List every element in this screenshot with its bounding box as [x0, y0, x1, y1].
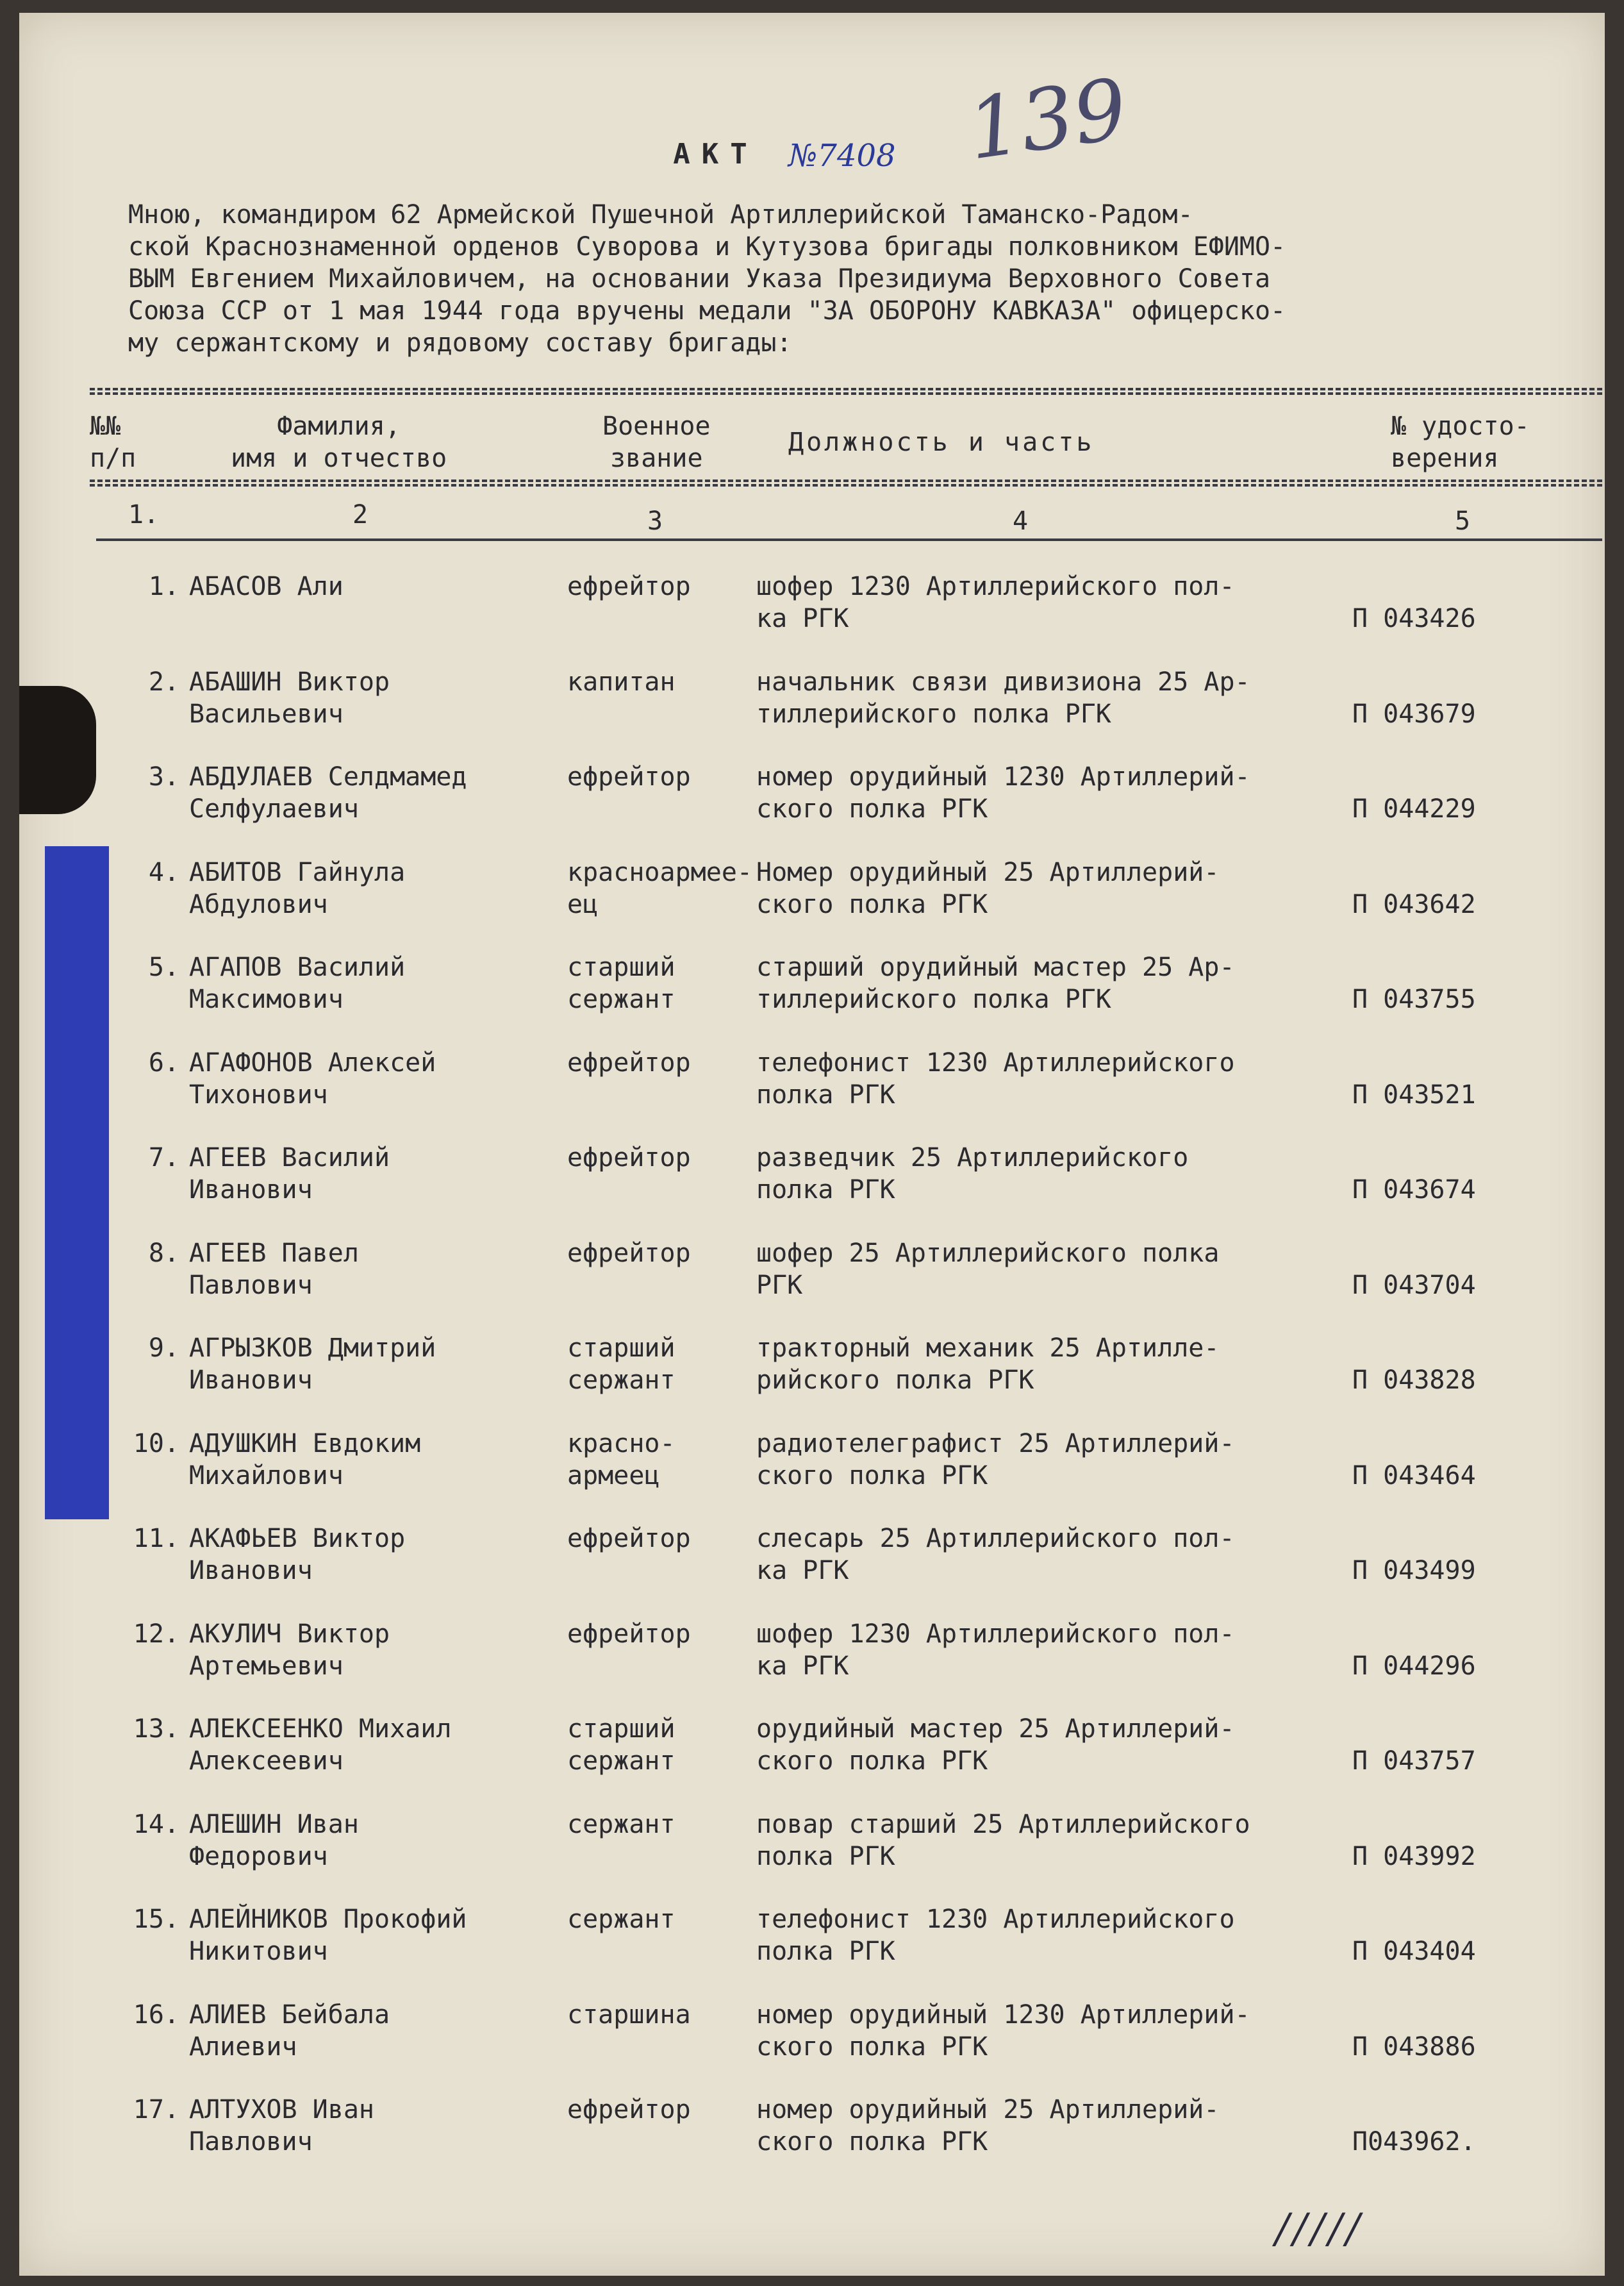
- row-number: 12.: [133, 1619, 179, 1649]
- row-certificate: П 043757: [1352, 1746, 1476, 1776]
- header-top-rule: [90, 388, 1602, 390]
- table-row: [19, 1808, 1605, 1898]
- row-certificate: П 043679: [1352, 699, 1476, 729]
- row-rank: старшина: [567, 1999, 691, 2030]
- row-name: АКАФЬЕВ Виктор Иванович: [189, 1524, 406, 1585]
- row-number: 8.: [148, 1238, 179, 1268]
- row-number: 6.: [148, 1047, 179, 1078]
- row-rank: сержант: [567, 1809, 675, 1839]
- table-row: [19, 1142, 1605, 1231]
- row-rank: ефрейтор: [567, 1047, 691, 1078]
- row-number: 13.: [133, 1714, 179, 1744]
- table-row: [19, 1047, 1605, 1137]
- row-certificate: П 043642: [1352, 889, 1476, 919]
- row-position: шофер 1230 Артиллерийского пол- ка РГК: [756, 572, 1235, 633]
- row-certificate: П 043404: [1352, 1937, 1476, 1966]
- row-certificate: П 043674: [1352, 1175, 1476, 1205]
- table-row: [19, 951, 1605, 1041]
- row-position: номер орудийный 1230 Артиллерий- ского полка РГК: [756, 1999, 1250, 2062]
- row-name: АЛЕШИН Иван Федорович: [189, 1809, 359, 1871]
- row-number: 1.: [148, 572, 179, 601]
- header-num: №№ п/п: [90, 412, 137, 473]
- row-position: телефонист 1230 Артиллерийского полка РГК: [756, 1905, 1235, 1966]
- row-name: АЛТУХОВ Иван Павлович: [189, 2095, 374, 2157]
- row-number: 3.: [148, 762, 179, 792]
- table-row: [19, 571, 1605, 660]
- row-number: 2.: [148, 667, 179, 697]
- row-certificate: П 043499: [1352, 1556, 1476, 1585]
- table-row: [19, 1713, 1605, 1803]
- table-row: [19, 666, 1605, 756]
- row-number: 9.: [148, 1333, 179, 1363]
- table-row: [19, 1332, 1605, 1422]
- row-position: начальник связи дивизиона 25 Ар- тиллерийского полка РГК: [756, 667, 1250, 729]
- row-number: 7.: [148, 1143, 179, 1172]
- colnum-4: 4: [1013, 506, 1029, 536]
- row-rank: капитан: [567, 667, 675, 697]
- row-position: слесарь 25 Артиллерийского пол- ка РГК: [756, 1524, 1235, 1585]
- row-position: радиотелеграфист 25 Артиллерий- ского полка РГК: [756, 1428, 1235, 1490]
- row-certificate: П 043521: [1352, 1080, 1476, 1110]
- intro-paragraph: Мною, командиром 62 Армейской Пушечной Артиллерийской Таманско-Радом- ской Краснознаменной орденов Суворова и Кутузова бригады полковником ЕФИМО- ВЫМ Евгением Михайловичем, на основании Указа Президиума Верховного Совета Союза ССР от 1 мая 1944 года вручены медали "ЗА ОБОРОНУ КАВКАЗА" офицерско- му сержантскому и рядовому составу бригады:: [128, 200, 1286, 358]
- row-certificate: П 043755: [1352, 985, 1476, 1014]
- row-position: орудийный мастер 25 Артиллерий- ского полка РГК: [756, 1714, 1235, 1776]
- row-certificate: П 043426: [1352, 604, 1476, 633]
- row-number: 5.: [148, 953, 179, 982]
- row-name: АЛЕКСЕЕНКО Михаил Алексеевич: [189, 1714, 452, 1776]
- row-rank: старший сержант: [567, 1333, 675, 1395]
- row-certificate: П 044296: [1352, 1651, 1476, 1681]
- row-number: 15.: [133, 1905, 179, 1934]
- header-top-rule-2: [90, 392, 1602, 395]
- row-position: разведчик 25 Артиллерийского полка РГК: [756, 1143, 1189, 1205]
- row-rank: ефрейтор: [567, 2095, 691, 2124]
- row-rank: красно- армеец: [567, 1428, 675, 1490]
- row-rank: ефрейтор: [567, 1238, 691, 1268]
- header-position: Должность и часть: [788, 428, 1095, 457]
- header-cert: № удосто- верения: [1391, 412, 1530, 473]
- row-rank: ефрейтор: [567, 1619, 691, 1649]
- colnum-3: 3: [647, 506, 663, 536]
- row-position: повар старший 25 Артиллерийского полка РГК: [756, 1809, 1250, 1871]
- row-rank: старший сержант: [567, 1714, 675, 1776]
- handwritten-page-number: 139: [961, 60, 1133, 179]
- row-position: Номер орудийный 25 Артиллерий- ского полка РГК: [756, 857, 1220, 919]
- row-number: 17.: [133, 2095, 179, 2124]
- table-row: [19, 1999, 1605, 2089]
- document-sheet: [19, 13, 1605, 2276]
- signature-marks: /////: [1275, 2205, 1364, 2253]
- row-rank: сержант: [567, 1905, 675, 1934]
- row-name: АБДУЛАЕВ Селдмамед Селфулаевич: [189, 762, 467, 824]
- table-row: [19, 761, 1605, 851]
- colnum-5: 5: [1455, 506, 1471, 536]
- row-position: телефонист 1230 Артиллерийского полка РГК: [756, 1047, 1235, 1110]
- header-name: Фамилия, имя и отчество: [231, 412, 447, 473]
- row-position: шофер 1230 Артиллерийского пол- ка РГК: [756, 1619, 1235, 1681]
- header-bottom-rule-2: [90, 484, 1602, 487]
- table-row: [19, 1618, 1605, 1708]
- row-number: 4.: [148, 857, 179, 887]
- row-name: АГРЫЗКОВ Дмитрий Иванович: [189, 1333, 436, 1395]
- row-certificate: П043962.: [1352, 2127, 1476, 2157]
- row-rank: ефрейтор: [567, 572, 691, 601]
- row-certificate: П 043886: [1352, 2032, 1476, 2062]
- colnum-2: 2: [352, 500, 369, 530]
- row-name: АКУЛИЧ Виктор Артемьевич: [189, 1619, 390, 1681]
- row-name: АЛИЕВ Бейбала Алиевич: [189, 1999, 390, 2062]
- header-solid-rule: [96, 538, 1602, 541]
- row-name: АГАФОНОВ Алексей Тихонович: [189, 1047, 436, 1110]
- row-number: 14.: [133, 1809, 179, 1839]
- act-number: №7408: [788, 138, 896, 174]
- row-rank: старший сержант: [567, 953, 675, 1014]
- row-position: шофер 25 Артиллерийского полка РГК: [756, 1238, 1220, 1300]
- row-certificate: П 044229: [1352, 794, 1476, 824]
- row-name: АЛЕЙНИКОВ Прокофий Никитович: [189, 1905, 467, 1966]
- row-name: АГЕЕВ Павел Павлович: [189, 1238, 359, 1300]
- row-position: старший орудийный мастер 25 Ар- тиллерийского полка РГК: [756, 953, 1235, 1014]
- row-number: 10.: [133, 1428, 179, 1458]
- row-name: АБАШИН Виктор Васильевич: [189, 667, 390, 729]
- row-certificate: П 043992: [1352, 1841, 1476, 1871]
- row-rank: ефрейтор: [567, 1524, 691, 1553]
- header-bottom-rule: [90, 480, 1602, 482]
- row-certificate: П 043828: [1352, 1365, 1476, 1395]
- row-name: АБАСОВ Али: [189, 572, 344, 601]
- row-name: АГАПОВ Василий Максимович: [189, 953, 406, 1014]
- row-rank: ефрейтор: [567, 762, 691, 792]
- table-row: [19, 1428, 1605, 1517]
- table-row: [19, 1903, 1605, 1993]
- colnum-1: 1.: [128, 500, 160, 530]
- table-row: [19, 1237, 1605, 1327]
- row-name: АГЕЕВ Василий Иванович: [189, 1143, 390, 1205]
- header-rank: Военное звание: [602, 412, 711, 473]
- row-number: 16.: [133, 1999, 179, 2030]
- row-certificate: П 043704: [1352, 1270, 1476, 1300]
- row-name: АБИТОВ Гайнула Абдулович: [189, 857, 406, 919]
- row-position: тракторный механик 25 Артилле- рийского полка РГК: [756, 1333, 1220, 1395]
- row-position: номер орудийный 1230 Артиллерий- ского полка РГК: [756, 762, 1250, 824]
- row-number: 11.: [133, 1524, 179, 1553]
- row-name: АДУШКИН Евдоким Михайлович: [189, 1428, 421, 1490]
- document-title: АКТ: [673, 138, 759, 171]
- row-rank: ефрейтор: [567, 1143, 691, 1172]
- row-rank: красноармее- ец: [567, 857, 752, 919]
- table-row: [19, 856, 1605, 946]
- table-row: [19, 1523, 1605, 1612]
- row-position: номер орудийный 25 Артиллерий- ского полка РГК: [756, 2095, 1220, 2157]
- row-certificate: П 043464: [1352, 1460, 1476, 1490]
- table-row: [19, 2094, 1605, 2183]
